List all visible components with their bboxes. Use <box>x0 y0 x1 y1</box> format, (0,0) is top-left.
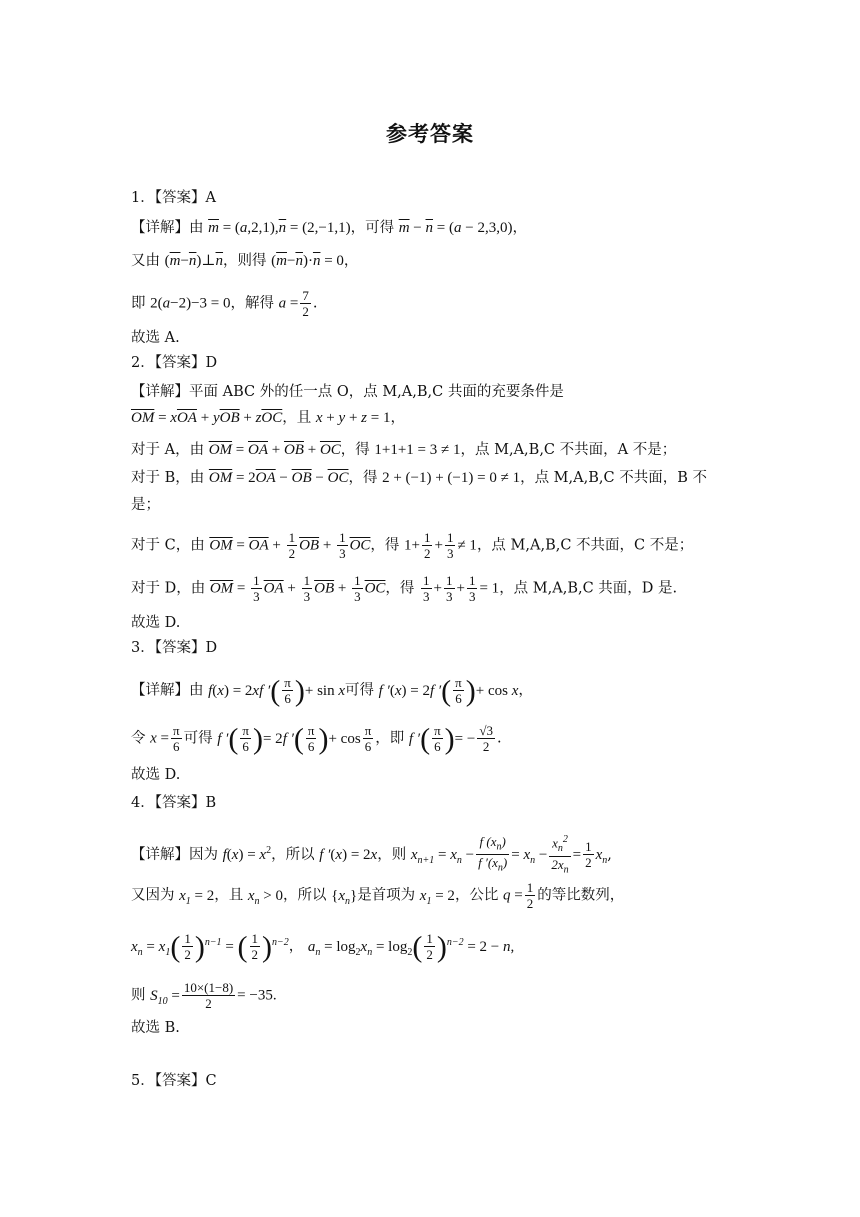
q2-line2: $\overline{OM} = x\overline{OA} + y\overline{OB} + z\overline{OC}$，且 x + y + z = 1， <box>131 410 405 426</box>
q1-line3: 即 2(a−2)−3 = 0，解得 a = $\frac{7}{2}$ . <box>131 288 318 319</box>
q4-end: 故选 B. <box>131 1020 180 1036</box>
q2-line1: 【详解】平面 ABC 外的任一点 O，点 M,A,B,C 共面的充要条件是 <box>131 384 564 400</box>
q1-line2: 又由 $(\overline{m}-\overline{n})\perp\overline{n}$，则得 $(\overline{m}-\overline{n})\cdot\overline{n} = 0$， <box>131 253 359 269</box>
q2-end: 故选 D. <box>131 615 181 631</box>
q4-line3: $x_n = x_1$( $\frac{1}{2}$ )$^{n-1}$ = ( $\frac{1}{2}$ )$^{n-2}$， $a_n = \log_2x_n = \log_2$( $\frac{1}{2}$ )$^{n-2}$ = 2 − n, <box>131 930 515 964</box>
q5-answer: 5．【答案】C <box>131 1073 217 1089</box>
q2-answer: 2．【答案】D <box>131 355 218 371</box>
page-title: 参考答案 <box>386 122 474 146</box>
q3-end: 故选 D. <box>131 767 181 783</box>
q1-line1: 【详解】由 $\overline{m} = (a,2,1),\overline{n} = (2,-1,1)$，可得 $\overline{m} - \overline{n} = (a - 2,3,0)$， <box>131 220 527 236</box>
q3-line2: 令 x = $\frac{\pi}{6}$ 可得 f ′( $\frac{\pi}{6}$ )= 2f ′( $\frac{\pi}{6}$ )+ cos $\frac{\pi}{6}$ ，即 f ′( $\frac{\pi}{6}$ )= − $\frac{√3}{2}$ . <box>131 722 502 756</box>
q4-line1: 【详解】因为 $f(x) = x^2$，所以 f ′(x) = 2x，则 $x_{n+1} = x_n$ − $\frac{f (x_n)}{f '(x_n)}$ = $x_n$ − $\frac{x_n^2}{2x_n}$ = $\frac{1}{2}$ $x_n$, <box>131 833 612 876</box>
q1-end: 故选 A. <box>131 330 180 346</box>
q2-line3: 对于 A，由 $\overline{OM} = \overline{OA} + \overline{OB} + \overline{OC}$，得 1+1+1 = 3 ≠ 1，点 M,A,B,C 不共面，A 不是； <box>131 442 677 458</box>
q3-line1: 【详解】由 f(x) = 2xf ′( $\frac{\pi}{6}$ )+ sin x可得 f ′(x) = 2f ′( $\frac{\pi}{6}$ )+ cos x， <box>131 674 533 708</box>
q4-answer: 4．【答案】B <box>131 795 217 811</box>
q4-line4: 则 $S_{10}$ = $\frac{10\times(1-8)}{2}$ = −35. <box>131 980 277 1011</box>
q2-line7: 对于 D，由 $\overline{OM}$ = $\frac{1}{3}$ $\overline{OA}$ + $\frac{1}{3}$ $\overline{OB}$ + $\frac{1}{3}$ $\overline{OC}$，得 $\frac{1}{3}$ + $\frac{1}{3}$ + $\frac{1}{3}$ = 1，点 M,A,B,C 共面，D 是. <box>131 573 678 604</box>
q3-answer: 3．【答案】D <box>131 640 218 656</box>
q1-answer: 1．【答案】A <box>131 190 216 206</box>
q2-line6: 对于 C，由 $\overline{OM} = \overline{OA}$ + $\frac{1}{2}$ $\overline{OB}$ + $\frac{1}{3}$ $\overline{OC}$，得 1+ $\frac{1}{2}$ + $\frac{1}{3}$ ≠ 1，点 M,A,B,C 不共面，C 不是； <box>131 530 694 561</box>
q4-line2: 又因为 $x_1 = 2$，且 $x_n > 0$，所以 $\{x_n\}$是首项为 $x_1 = 2$，公比 q = $\frac{1}{2}$ 的等比数列， <box>131 880 625 911</box>
q2-line5: 是； <box>131 497 160 513</box>
q2-line4: 对于 B，由 $\overline{OM} = 2\overline{OA} - \overline{OB} - \overline{OC}$，得 2 + (−1) + (−1) = 0 ≠ 1，点 M,A,B,C 不共面，B 不 <box>131 470 707 486</box>
